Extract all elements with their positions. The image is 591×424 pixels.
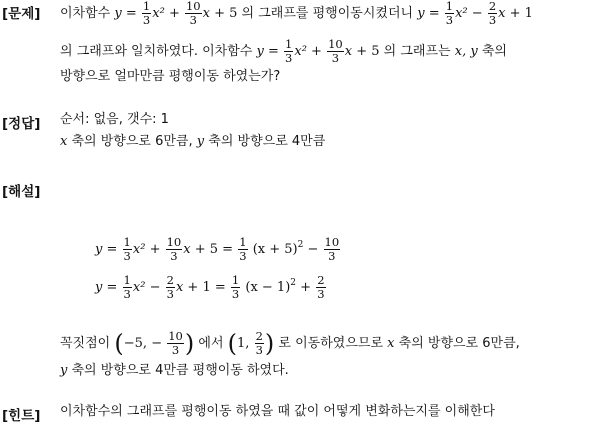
- problem-label: [문제]: [2, 6, 41, 22]
- fraction: $\frac{10}{3}$: [328, 37, 343, 65]
- explanation-line-2: y 축의 방향으로 4만큼 평행이동 하였다.: [60, 363, 289, 378]
- fraction: $\frac{1}{3}$: [231, 273, 240, 301]
- hint-label: [힌트]: [2, 408, 41, 424]
- fraction: $\frac{2}{3}$: [317, 273, 325, 301]
- hint-text: 이차함수의 그래프를 평행이동 하였을 때 값이 어떻게 변화하는지를 이해한다: [60, 404, 495, 419]
- fraction: $\frac{1}{3}$: [142, 0, 151, 27]
- answer-line-1: 순서: 없음, 갯수: 1: [60, 112, 169, 127]
- fraction: $\frac{1}{3}$: [239, 235, 247, 263]
- explanation-label: [해설]: [2, 184, 41, 200]
- equation-2: y = $\frac{1}{3}$ x² − $\frac{2}{3}$ x + 1 = $\frac{1}{3}$ $(x - 1)^2$ + $\frac{2}{3}$: [95, 273, 325, 301]
- fraction: $\frac{10}{3}$: [166, 235, 182, 263]
- fraction: $\frac{1}{3}$: [285, 37, 293, 65]
- answer-line-2: x 축의 방향으로 6만큼, y 축의 방향으로 4만큼: [60, 134, 326, 149]
- fraction: $\frac{10}{3}$: [185, 0, 201, 27]
- problem-line-1: 이차함수 y = $\frac{1}{3}$ x² + $\frac{10}{3}$ x + 5 의 그래프를 평행이동시켰더니 y = $\frac{1}{3}$ x² − $\frac{2}{3}$ x + 1: [60, 0, 533, 27]
- fraction: $\frac{1}{3}$: [123, 273, 131, 301]
- answer-label: [정답]: [2, 116, 41, 132]
- fraction: $\frac{1}{3}$: [123, 235, 131, 263]
- fraction: $\frac{10}{3}$: [324, 235, 340, 263]
- problem-line-3: 방향으로 얼마만큼 평행이동 하였는가?: [60, 69, 281, 84]
- explanation-line-1: 꼭짓점이 (−5, − $\frac{10}{3}$ ) 에서 (1, $\frac{2}{3}$ ) 로 이동하였으므로 x 축의 방향으로 6만큼,: [60, 329, 520, 358]
- equation-1: y = $\frac{1}{3}$ x² + $\frac{10}{3}$ x + 5 = $\frac{1}{3}$ $(x + 5)^2$ − $\frac{10}{3}$: [95, 235, 340, 263]
- fraction: $\frac{2}{3}$: [166, 273, 174, 301]
- fraction: $\frac{2}{3}$: [488, 0, 497, 27]
- problem-line-2: 의 그래프와 일치하였다. 이차함수 y = $\frac{1}{3}$ x² + $\frac{10}{3}$ x + 5 의 그래프는 x, y 축의: [60, 37, 507, 65]
- fraction: $\frac{1}{3}$: [445, 0, 454, 27]
- fraction: $\frac{2}{3}$: [255, 329, 263, 357]
- fraction: $\frac{10}{3}$: [168, 329, 183, 357]
